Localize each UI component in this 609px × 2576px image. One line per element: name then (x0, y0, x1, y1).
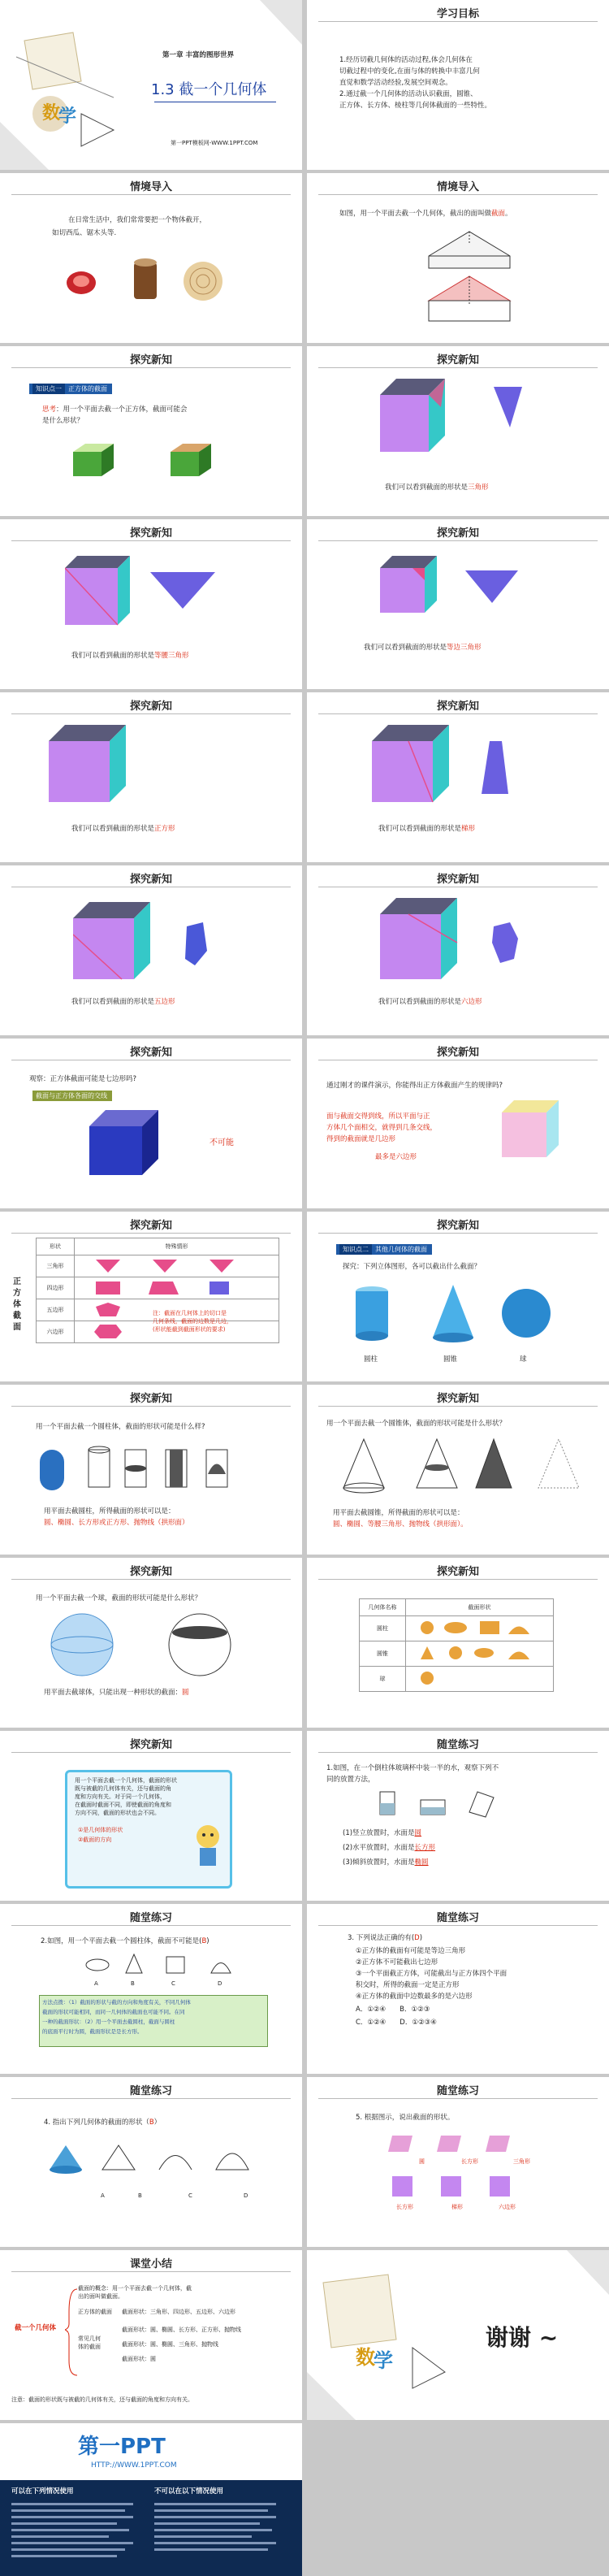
goal-line-3: 直觉和数学活动经验,发展空间观念。 (339, 79, 452, 87)
slide-header: 探究新知 (436, 354, 479, 366)
slide-11[interactable] (0, 865, 302, 1035)
slide-header: 探究新知 (129, 1739, 172, 1751)
header-rule (11, 1406, 291, 1407)
row-label: 三角形 (37, 1255, 75, 1277)
header-rule (318, 540, 598, 541)
slide-header: 课堂小结 (129, 2258, 172, 2270)
statement-5: ④正方体的截面中边数最多的是六边形 (356, 1993, 473, 2001)
goal-line-2: 切截过程中的变化,在面与体的转换中丰富几何 (339, 67, 480, 76)
slide-6[interactable] (307, 346, 609, 516)
sphere-answer: 用平面去截球体，只能出现一种形状的截面：圆 (44, 1689, 189, 1697)
summary-brace (65, 2288, 81, 2377)
slide-9[interactable] (0, 692, 302, 862)
table-note-1: 注：截面在几何体上的切口是 (153, 1310, 227, 1316)
header-rule (11, 2098, 291, 2099)
slide-5[interactable] (0, 346, 302, 516)
cone-question: 用一个平面去截一个圆锥体，截面的形状可能是什么形状？ (326, 1420, 507, 1428)
promo-fine-print (11, 2501, 296, 2570)
q5-label-4: 长方形 (396, 2204, 413, 2210)
header-rule (318, 21, 598, 22)
tip-line-2: 截面的形状可能相同，而同一几何体的截面也可能不同。在同 (42, 2009, 185, 2015)
slide-header: 探究新知 (129, 874, 172, 886)
col-header-special: 特殊情形 (75, 1238, 279, 1255)
svg-text:学: 学 (58, 106, 77, 127)
cartoon-kid-icon (192, 1820, 224, 1869)
q4-prompt: 4. 指出下列几何体的截面的形状（B） (44, 2118, 162, 2127)
header-rule (11, 1925, 291, 1926)
slide-header: 探究新知 (129, 527, 172, 540)
q5-label-2: 长方形 (461, 2158, 478, 2165)
slide-header: 随堂练习 (129, 2085, 172, 2097)
table-note-2: 几何条线，截面的边数是几边， (153, 1318, 232, 1325)
opt-D: D (218, 1980, 222, 1987)
goal-line-4: 2.通过截一个几何体的活动认识截面，圆锥、 (339, 90, 477, 98)
cylinder-sections-illustration (36, 1442, 247, 1498)
cylinder-question: 用一个平面去截一个圆柱体，截面的形状可能是什么样? (36, 1423, 205, 1431)
slide-8[interactable] (307, 519, 609, 689)
col-header-shape: 形状 (37, 1238, 75, 1255)
slide-23[interactable] (0, 1904, 302, 2074)
tip-line-3: 一种的截面形状：（2）用一个平面去截圆柱，截面与圆柱 (42, 2019, 175, 2025)
summary-line-4: 在截面时截面不同，即使截面的角度和 (75, 1802, 171, 1808)
heptagon-question: 观察：正方体截面可能是七边形吗? (29, 1075, 137, 1083)
q2-prompt: 2.如图，用一个平面去截一个圆柱体，截面不可能是(B) (41, 1937, 209, 1945)
slide-header: 情境导入 (129, 181, 172, 193)
answer-not-possible: 不可能 (209, 1138, 234, 1147)
slide-header: 探究新知 (436, 874, 479, 886)
header-rule (11, 713, 291, 714)
slide-25[interactable] (0, 2077, 302, 2247)
cut-cubes-illustration (73, 436, 235, 484)
svg-text:数: 数 (42, 102, 61, 124)
summary-note: 注意：截面的形状既与被截的几何体有关，还与截面的角度和方向有关。 (11, 2396, 193, 2403)
tip-line-4: 的底面平行时为圆，截面形状是是长方形。 (42, 2028, 143, 2035)
cone-answer-1: 用平面去截圆锥，所得截面的形状可以是： (333, 1509, 464, 1517)
q3-prompt: 3. 下列说法正确的有(D) (348, 1934, 423, 1942)
slide-15[interactable] (0, 1212, 302, 1381)
statement-1: ①正方体的截面有可能是等边三角形 (356, 1947, 466, 1955)
explore-question: 探究：下列立体图形，各可以截出什么截面？ (343, 1263, 482, 1271)
slide-22[interactable] (307, 1731, 609, 1901)
q5-label-5: 梯形 (451, 2204, 463, 2210)
slide-header: 探究新知 (129, 1047, 172, 1059)
slide-7[interactable] (0, 519, 302, 689)
knowledge-tag: 知识点二 其他几何体的截面 (336, 1244, 432, 1255)
intro-line-2: 如切西瓜、锯木头等. (52, 229, 117, 237)
opt-D: D (244, 2192, 248, 2199)
slide-header: 探究新知 (436, 1566, 479, 1578)
summary-line-2: 既与被截的几何体有关，还与截面的角 (75, 1785, 171, 1792)
row-figures (75, 1277, 279, 1299)
branch-common: 常见几何体的截面 (78, 2335, 101, 2350)
promo-allowed-title: 可以在下列情况使用 (11, 2487, 74, 2496)
slide-18[interactable] (307, 1385, 609, 1555)
side-label: 正方体截面 (13, 1277, 21, 1332)
table-note-3: (形状能截到截面形状的要求) (153, 1326, 226, 1333)
slide-19[interactable] (0, 1558, 302, 1728)
slide-10[interactable] (307, 692, 609, 862)
cube-pentagon-section (73, 902, 235, 991)
opt-B: B (138, 2192, 142, 2199)
q1-line-2: 同的放置方法， (326, 1776, 375, 1784)
slide-16[interactable] (307, 1212, 609, 1381)
header-rule (11, 2271, 291, 2272)
q4-figures (45, 2137, 257, 2186)
slide-header: 探究新知 (436, 1393, 479, 1405)
row-label: 五边形 (37, 1299, 75, 1321)
section-caption: 我们可以看到截面的形状是五边形 (71, 998, 175, 1006)
statement-2: ②正方体不可能截出七边形 (356, 1958, 438, 1967)
slide-13[interactable] (0, 1039, 302, 1208)
rule-question: 通过刚才的课件演示，你能得出正方体截面产生的规律吗? (326, 1082, 503, 1090)
slide-28[interactable] (307, 2250, 609, 2420)
rule-max: 最多是六边形 (375, 1153, 417, 1161)
summary-def-1: 截面的概念：用一个平面去截一个几何体，截 (78, 2285, 192, 2292)
header-rule (318, 1925, 598, 1926)
slide-header: 探究新知 (436, 1220, 479, 1232)
q5-label-6: 六边形 (499, 2204, 516, 2210)
summary-def-2: 出的面叫做截面。 (78, 2293, 123, 2300)
header-rule (11, 540, 291, 541)
pastel-cube-illustration (502, 1100, 575, 1165)
opt-C: C (188, 2192, 192, 2199)
result-cylinder: 截面形状：圆、椭圆、长方形、正方形、抛物线 (122, 2327, 241, 2333)
goal-line-1: 1.经历切截几何体的活动过程,体会几何体在 (339, 56, 473, 64)
slide-24[interactable] (307, 1904, 609, 2074)
slide-4[interactable] (307, 173, 609, 343)
row-label: 四边形 (37, 1277, 75, 1299)
cylinder-answer-1: 用平面去截圆柱，所得截面的形状可以是： (44, 1507, 175, 1516)
statement-3: ③一个平面截正方体，可能截出与正方体四个平面 (356, 1970, 508, 1978)
tip-line-1: 方法点拨：（1）截面的形状与截的方向和角度有关，不同几何体 (42, 1999, 191, 2006)
statement-4: 积交时，所得的截面一定是正方形 (356, 1981, 460, 1989)
thanks-text: 谢谢 ~ (486, 2324, 559, 2351)
cross-lines-tag: 截面与正方体各面的交线 (32, 1091, 112, 1101)
q5-label-3: 三角形 (513, 2158, 530, 2165)
solid-label-sphere: 球 (520, 1355, 527, 1364)
q1-line-1: 1.如图，在一个倒柱体玻璃杯中装一半的水，观察下列不 (326, 1764, 499, 1772)
knowledge-tag: 知识点一 正方体的截面 (29, 384, 112, 394)
header-rule (318, 1233, 598, 1234)
opt-A: A (101, 2192, 105, 2199)
answer-2: (2)水平放置时，水面是长方形 (343, 1844, 436, 1852)
slide-12[interactable] (307, 865, 609, 1035)
opt-A: A (94, 1980, 98, 1987)
header-rule (318, 194, 598, 195)
th-solid: 几何体名称 (360, 1599, 406, 1616)
promo-forbidden-title: 不可以在以下情况使用 (154, 2487, 224, 2496)
slide-header: 随堂练习 (436, 2085, 479, 2097)
lesson-title: 1.3 截一个几何体 (151, 81, 267, 98)
section-caption: 我们可以看到截面的形状是等边三角形 (364, 644, 482, 652)
closing-decoration (307, 2250, 609, 2420)
svg-text:数: 数 (356, 2345, 375, 2369)
promo-logo: 第一PPT (78, 2435, 166, 2459)
sphere-question: 用一个平面去截一个球，截面的形状可能是什么形状？ (36, 1594, 202, 1602)
slide-header: 探究新知 (436, 700, 479, 713)
header-rule (318, 367, 598, 368)
cube-isosceles-section (65, 556, 227, 637)
row-shapes (406, 1667, 554, 1692)
section-caption: 我们可以看到截面的形状是六边形 (378, 998, 482, 1006)
branch-cube: 正方体的截面 (78, 2309, 112, 2315)
slide-header: 探究新知 (436, 1047, 479, 1059)
definition-text: 如图，用一个平面去截一个几何体，截出的面叫做截面。 (339, 210, 512, 218)
row-figures (75, 1255, 279, 1277)
rule-line-3: 得到的截面就是几边形 (326, 1135, 396, 1143)
header-rule (11, 194, 291, 195)
q3-options-row-2: C．①②④ D．①②③④ (356, 2019, 437, 2027)
slide-header: 随堂练习 (436, 1912, 479, 1924)
slide-header: 探究新知 (129, 700, 172, 713)
summary-line-3: 度和方向有关。对于同一个几何体， (75, 1793, 166, 1800)
slide-header: 学习目标 (436, 8, 479, 20)
q3-options-row-1: A．①②④ B．①②③ (356, 2006, 430, 2014)
header-rule (11, 1579, 291, 1580)
slide-21[interactable] (0, 1731, 302, 1901)
cylinder-answer-2: 圆、椭圆、长方形或正方形、抛物线（拱形面） (44, 1519, 189, 1527)
summary-line-1: 用一个平面去截一个几何体，截面的形状 (75, 1777, 177, 1784)
summary-line-5: 方向不同，截面的形状也会不同。 (75, 1810, 160, 1816)
row-label: 六边形 (37, 1321, 75, 1343)
summary-point-1: ①是几何体的形状 (78, 1827, 123, 1833)
intro-line-1: 在日常生活中，我们常常要把一个物体截开， (68, 216, 207, 224)
glass-positions-illustration (372, 1788, 502, 1820)
svg-text:学: 学 (374, 2348, 393, 2372)
solids-illustration (348, 1285, 559, 1350)
chapter-label: 第一章 丰富的图形世界 (162, 51, 234, 59)
answer-3: (3)倾斜放置时，水面是椭圆 (343, 1858, 429, 1867)
header-rule (318, 1406, 598, 1407)
rule-line-1: 面与截面交得到线，所以平面与正 (326, 1112, 430, 1121)
slide-26[interactable] (307, 2077, 609, 2247)
result-cube: 截面形状：三角形、四边形、五边形、六边形 (122, 2309, 235, 2315)
slide-header: 情境导入 (436, 181, 479, 193)
solid-label-cylinder: 圆柱 (364, 1355, 378, 1364)
section-caption: 我们可以看到截面的形状是等腰三角形 (71, 652, 189, 660)
slide-header: 探究新知 (129, 1220, 172, 1232)
solid-label-cone: 圆锥 (443, 1355, 458, 1364)
slide-2[interactable] (307, 0, 609, 170)
cone-answer-2: 圆、椭圆、等腰三角形、抛物线（拱形面）。 (333, 1520, 468, 1529)
q5-prompt: 5. 根据图示，说出截面的形状。 (356, 2114, 455, 2122)
slide-27[interactable] (0, 2250, 302, 2420)
slide-header: 探究新知 (129, 1393, 172, 1405)
section-caption: 我们可以看到截面的形状是三角形 (385, 484, 489, 492)
slide-17[interactable] (0, 1385, 302, 1555)
header-rule (318, 1579, 598, 1580)
header-rule (11, 367, 291, 368)
prism-section-illustration (421, 223, 518, 329)
slide-3[interactable] (0, 173, 302, 343)
header-rule (318, 1752, 598, 1753)
slide-14[interactable] (307, 1039, 609, 1208)
slide-29[interactable] (0, 2423, 302, 2576)
result-cone: 截面形状：圆、椭圆、三角形、抛物线 (122, 2341, 218, 2348)
cube-trapezoid-section (372, 725, 534, 814)
row-solid: 球 (360, 1667, 406, 1692)
opt-C: C (171, 1980, 175, 1987)
slide-header: 探究新知 (436, 527, 479, 540)
th-section: 截面形状 (406, 1599, 554, 1616)
answer-1: (1)竖立放置时，水面是圆 (343, 1829, 422, 1837)
header-rule (11, 1752, 291, 1753)
rule-line-2: 方体几个面相交，就得到几条交线， (326, 1124, 438, 1132)
promo-url: HTTP://WWW.1PPT.COM (91, 2461, 177, 2470)
opt-B: B (131, 1980, 135, 1987)
think-prompt: 思考：用一个平面去截一个正方体，截面可能会 (42, 405, 188, 414)
section-caption: 我们可以看到截面的形状是正方形 (71, 825, 175, 833)
footer-url: 第一PPT模板网-WWW.1PPT.COM (171, 140, 258, 146)
slide-1[interactable] (0, 0, 302, 170)
cube-square-section (49, 725, 146, 814)
everyday-objects-illustration (57, 250, 244, 307)
slide-header: 探究新知 (129, 1566, 172, 1578)
header-rule (318, 2098, 598, 2099)
cube-equilateral-section (380, 556, 542, 629)
goal-line-5: 正方体、长方体、棱柱等几何体截面的一些特性。 (339, 102, 492, 110)
q5-label-1: 圆 (419, 2158, 425, 2165)
slide-header: 探究新知 (129, 354, 172, 366)
row-shapes (406, 1616, 554, 1641)
cone-sections-illustration (331, 1435, 583, 1500)
section-caption: 我们可以看到截面的形状是梯形 (378, 825, 476, 833)
summary-root: 截一个几何体 (15, 2324, 57, 2332)
header-rule (11, 1233, 291, 1234)
row-shapes (406, 1641, 554, 1667)
sphere-sections-illustration (45, 1608, 240, 1681)
blue-cube-illustration (89, 1110, 171, 1183)
slide-header: 随堂练习 (129, 1912, 172, 1924)
summary-point-2: ②截面的方向 (78, 1837, 112, 1843)
row-solid: 圆锥 (360, 1641, 406, 1667)
cube-hexagon-section (380, 898, 542, 991)
solid-section-table (359, 1598, 554, 1692)
slide-20[interactable] (307, 1558, 609, 1728)
slide-header: 随堂练习 (436, 1739, 479, 1751)
think-prompt-2: 是什么形状？ (42, 417, 84, 425)
row-solid: 圆柱 (360, 1616, 406, 1641)
header-rule (318, 713, 598, 714)
result-sphere: 截面形状：圆 (122, 2356, 156, 2362)
cube-triangle-section (380, 379, 542, 468)
